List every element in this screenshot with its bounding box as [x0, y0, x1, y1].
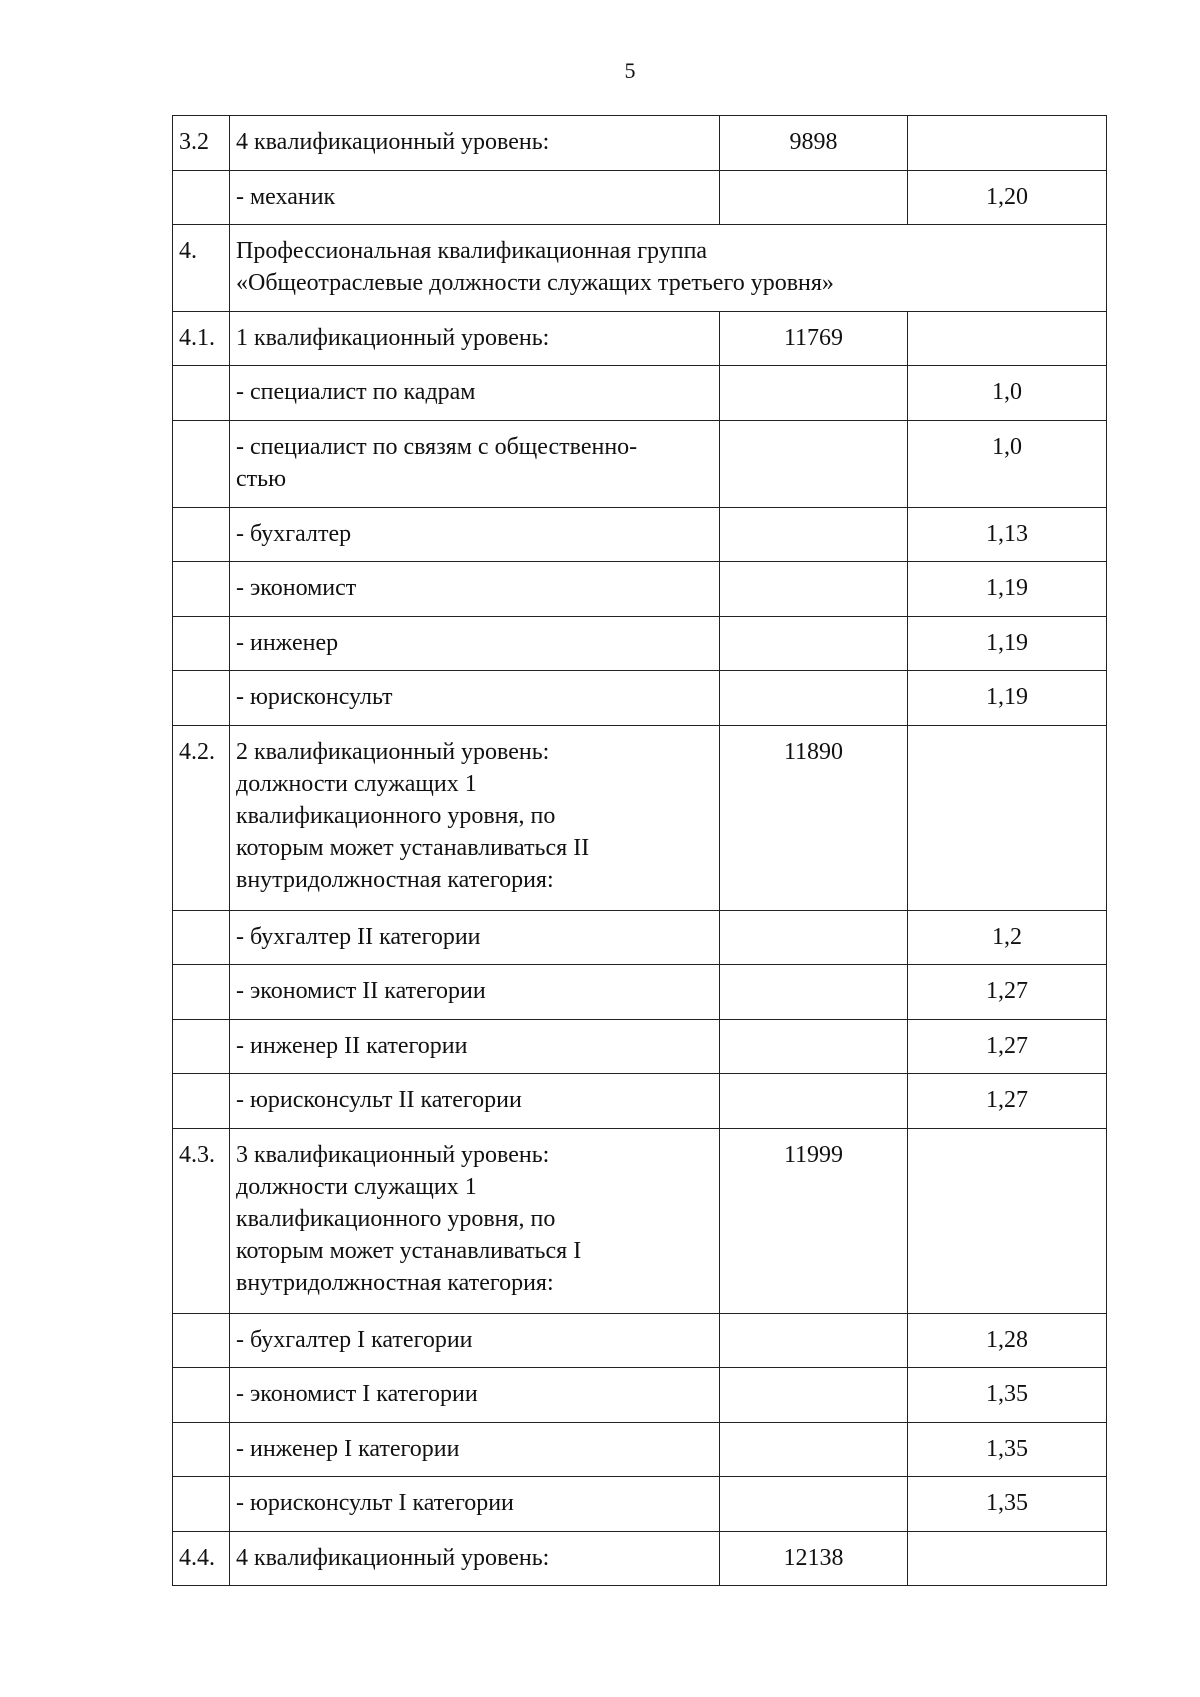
position-name-cell: - бухгалтер	[230, 508, 720, 562]
table-row-position	[173, 508, 1107, 562]
salary-cell: 9898	[720, 116, 908, 171]
position-name-cell: - экономист II категории	[230, 965, 720, 1020]
row-number-cell	[173, 1368, 230, 1423]
level-name-cell: 4 квалификационный уровень:	[230, 1532, 720, 1586]
salary-cell	[720, 562, 908, 617]
group-title-cell: Профессиональная квалификационная группа «Общеотраслевые должности служащих третьего уровня»	[230, 225, 1107, 312]
table-row-level	[173, 1532, 1107, 1586]
coefficient-cell	[908, 312, 1107, 366]
level-name-cell: 4 квалификационный уровень:	[230, 116, 720, 171]
table-row-level	[173, 726, 1107, 911]
page-number: 5	[624, 58, 636, 83]
coefficient-cell: 1,27	[908, 965, 1107, 1020]
table-row-position	[173, 1074, 1107, 1129]
salary-cell	[720, 421, 908, 508]
coefficient-cell: 1,19	[908, 562, 1107, 617]
row-number-cell	[173, 1074, 230, 1129]
coefficient-cell: 1,35	[908, 1368, 1107, 1423]
coefficient-cell: 1,27	[908, 1074, 1107, 1129]
coefficient-cell	[908, 1129, 1107, 1314]
coefficient-cell: 1,28	[908, 1314, 1107, 1368]
table-row-position	[173, 1423, 1107, 1477]
row-number-cell	[173, 171, 230, 225]
row-number-cell	[173, 1423, 230, 1477]
row-number-cell: 4.	[173, 225, 230, 312]
level-name-cell: 3 квалификационный уровень: должности служащих 1 квалификационного уровня, по которым может устанавливаться I внутридолжностная категория:	[230, 1129, 720, 1314]
qualification-table-body	[173, 116, 1107, 1586]
coefficient-cell: 1,35	[908, 1423, 1107, 1477]
row-number-cell	[173, 562, 230, 617]
level-name-cell: 1 квалификационный уровень:	[230, 312, 720, 366]
table-row-level	[173, 1129, 1107, 1314]
coefficient-cell	[908, 1532, 1107, 1586]
salary-cell: 11890	[720, 726, 908, 911]
salary-cell	[720, 671, 908, 726]
row-number-cell: 4.1.	[173, 312, 230, 366]
position-name-cell: - бухгалтер I категории	[230, 1314, 720, 1368]
table-row-position	[173, 911, 1107, 965]
position-name-cell: - юрисконсульт I категории	[230, 1477, 720, 1532]
table-row-position	[173, 1020, 1107, 1074]
salary-cell	[720, 1314, 908, 1368]
salary-cell	[720, 1423, 908, 1477]
salary-cell	[720, 617, 908, 671]
salary-cell	[720, 911, 908, 965]
table-row-position	[173, 421, 1107, 508]
coefficient-cell: 1,13	[908, 508, 1107, 562]
table-row-position	[173, 1477, 1107, 1532]
table-row-position	[173, 562, 1107, 617]
table-row-position	[173, 366, 1107, 421]
position-name-cell: - инженер I категории	[230, 1423, 720, 1477]
salary-cell: 12138	[720, 1532, 908, 1586]
salary-cell	[720, 1477, 908, 1532]
table-row-level	[173, 312, 1107, 366]
salary-cell: 11999	[720, 1129, 908, 1314]
coefficient-cell: 1,0	[908, 421, 1107, 508]
table-row-position	[173, 1314, 1107, 1368]
qualification-table	[172, 115, 1107, 1586]
row-number-cell: 4.3.	[173, 1129, 230, 1314]
row-number-cell: 4.4.	[173, 1532, 230, 1586]
row-number-cell	[173, 421, 230, 508]
position-name-cell: - экономист I категории	[230, 1368, 720, 1423]
position-name-cell: - механик	[230, 171, 720, 225]
position-name-cell: - экономист	[230, 562, 720, 617]
coefficient-cell: 1,19	[908, 671, 1107, 726]
position-name-cell: - юрисконсульт II категории	[230, 1074, 720, 1129]
table-row-position	[173, 965, 1107, 1020]
table-row-position	[173, 1368, 1107, 1423]
row-number-cell	[173, 508, 230, 562]
salary-cell	[720, 366, 908, 421]
position-name-cell: - юрисконсульт	[230, 671, 720, 726]
table-row-position	[173, 671, 1107, 726]
position-name-cell: - специалист по кадрам	[230, 366, 720, 421]
position-name-cell: - бухгалтер II категории	[230, 911, 720, 965]
table-row-position	[173, 171, 1107, 225]
row-number-cell: 4.2.	[173, 726, 230, 911]
row-number-cell	[173, 911, 230, 965]
coefficient-cell: 1,2	[908, 911, 1107, 965]
salary-cell	[720, 508, 908, 562]
position-name-cell: - инженер II категории	[230, 1020, 720, 1074]
coefficient-cell: 1,27	[908, 1020, 1107, 1074]
row-number-cell: 3.2	[173, 116, 230, 171]
salary-cell	[720, 1368, 908, 1423]
coefficient-cell: 1,35	[908, 1477, 1107, 1532]
row-number-cell	[173, 1314, 230, 1368]
level-name-cell: 2 квалификационный уровень: должности служащих 1 квалификационного уровня, по которым может устанавливаться II внутридолжностная категория:	[230, 726, 720, 911]
row-number-cell	[173, 965, 230, 1020]
coefficient-cell	[908, 726, 1107, 911]
salary-cell: 11769	[720, 312, 908, 366]
coefficient-cell	[908, 116, 1107, 171]
coefficient-cell: 1,20	[908, 171, 1107, 225]
row-number-cell	[173, 1477, 230, 1532]
row-number-cell	[173, 366, 230, 421]
row-number-cell	[173, 671, 230, 726]
position-name-cell: - инженер	[230, 617, 720, 671]
salary-cell	[720, 1074, 908, 1129]
table-row-level	[173, 116, 1107, 171]
row-number-cell	[173, 617, 230, 671]
table-row-position	[173, 617, 1107, 671]
table-row-group	[173, 225, 1107, 312]
coefficient-cell: 1,19	[908, 617, 1107, 671]
row-number-cell	[173, 1020, 230, 1074]
salary-cell	[720, 171, 908, 225]
position-name-cell: - специалист по связям с общественно- стью	[230, 421, 720, 508]
salary-cell	[720, 1020, 908, 1074]
coefficient-cell: 1,0	[908, 366, 1107, 421]
salary-cell	[720, 965, 908, 1020]
